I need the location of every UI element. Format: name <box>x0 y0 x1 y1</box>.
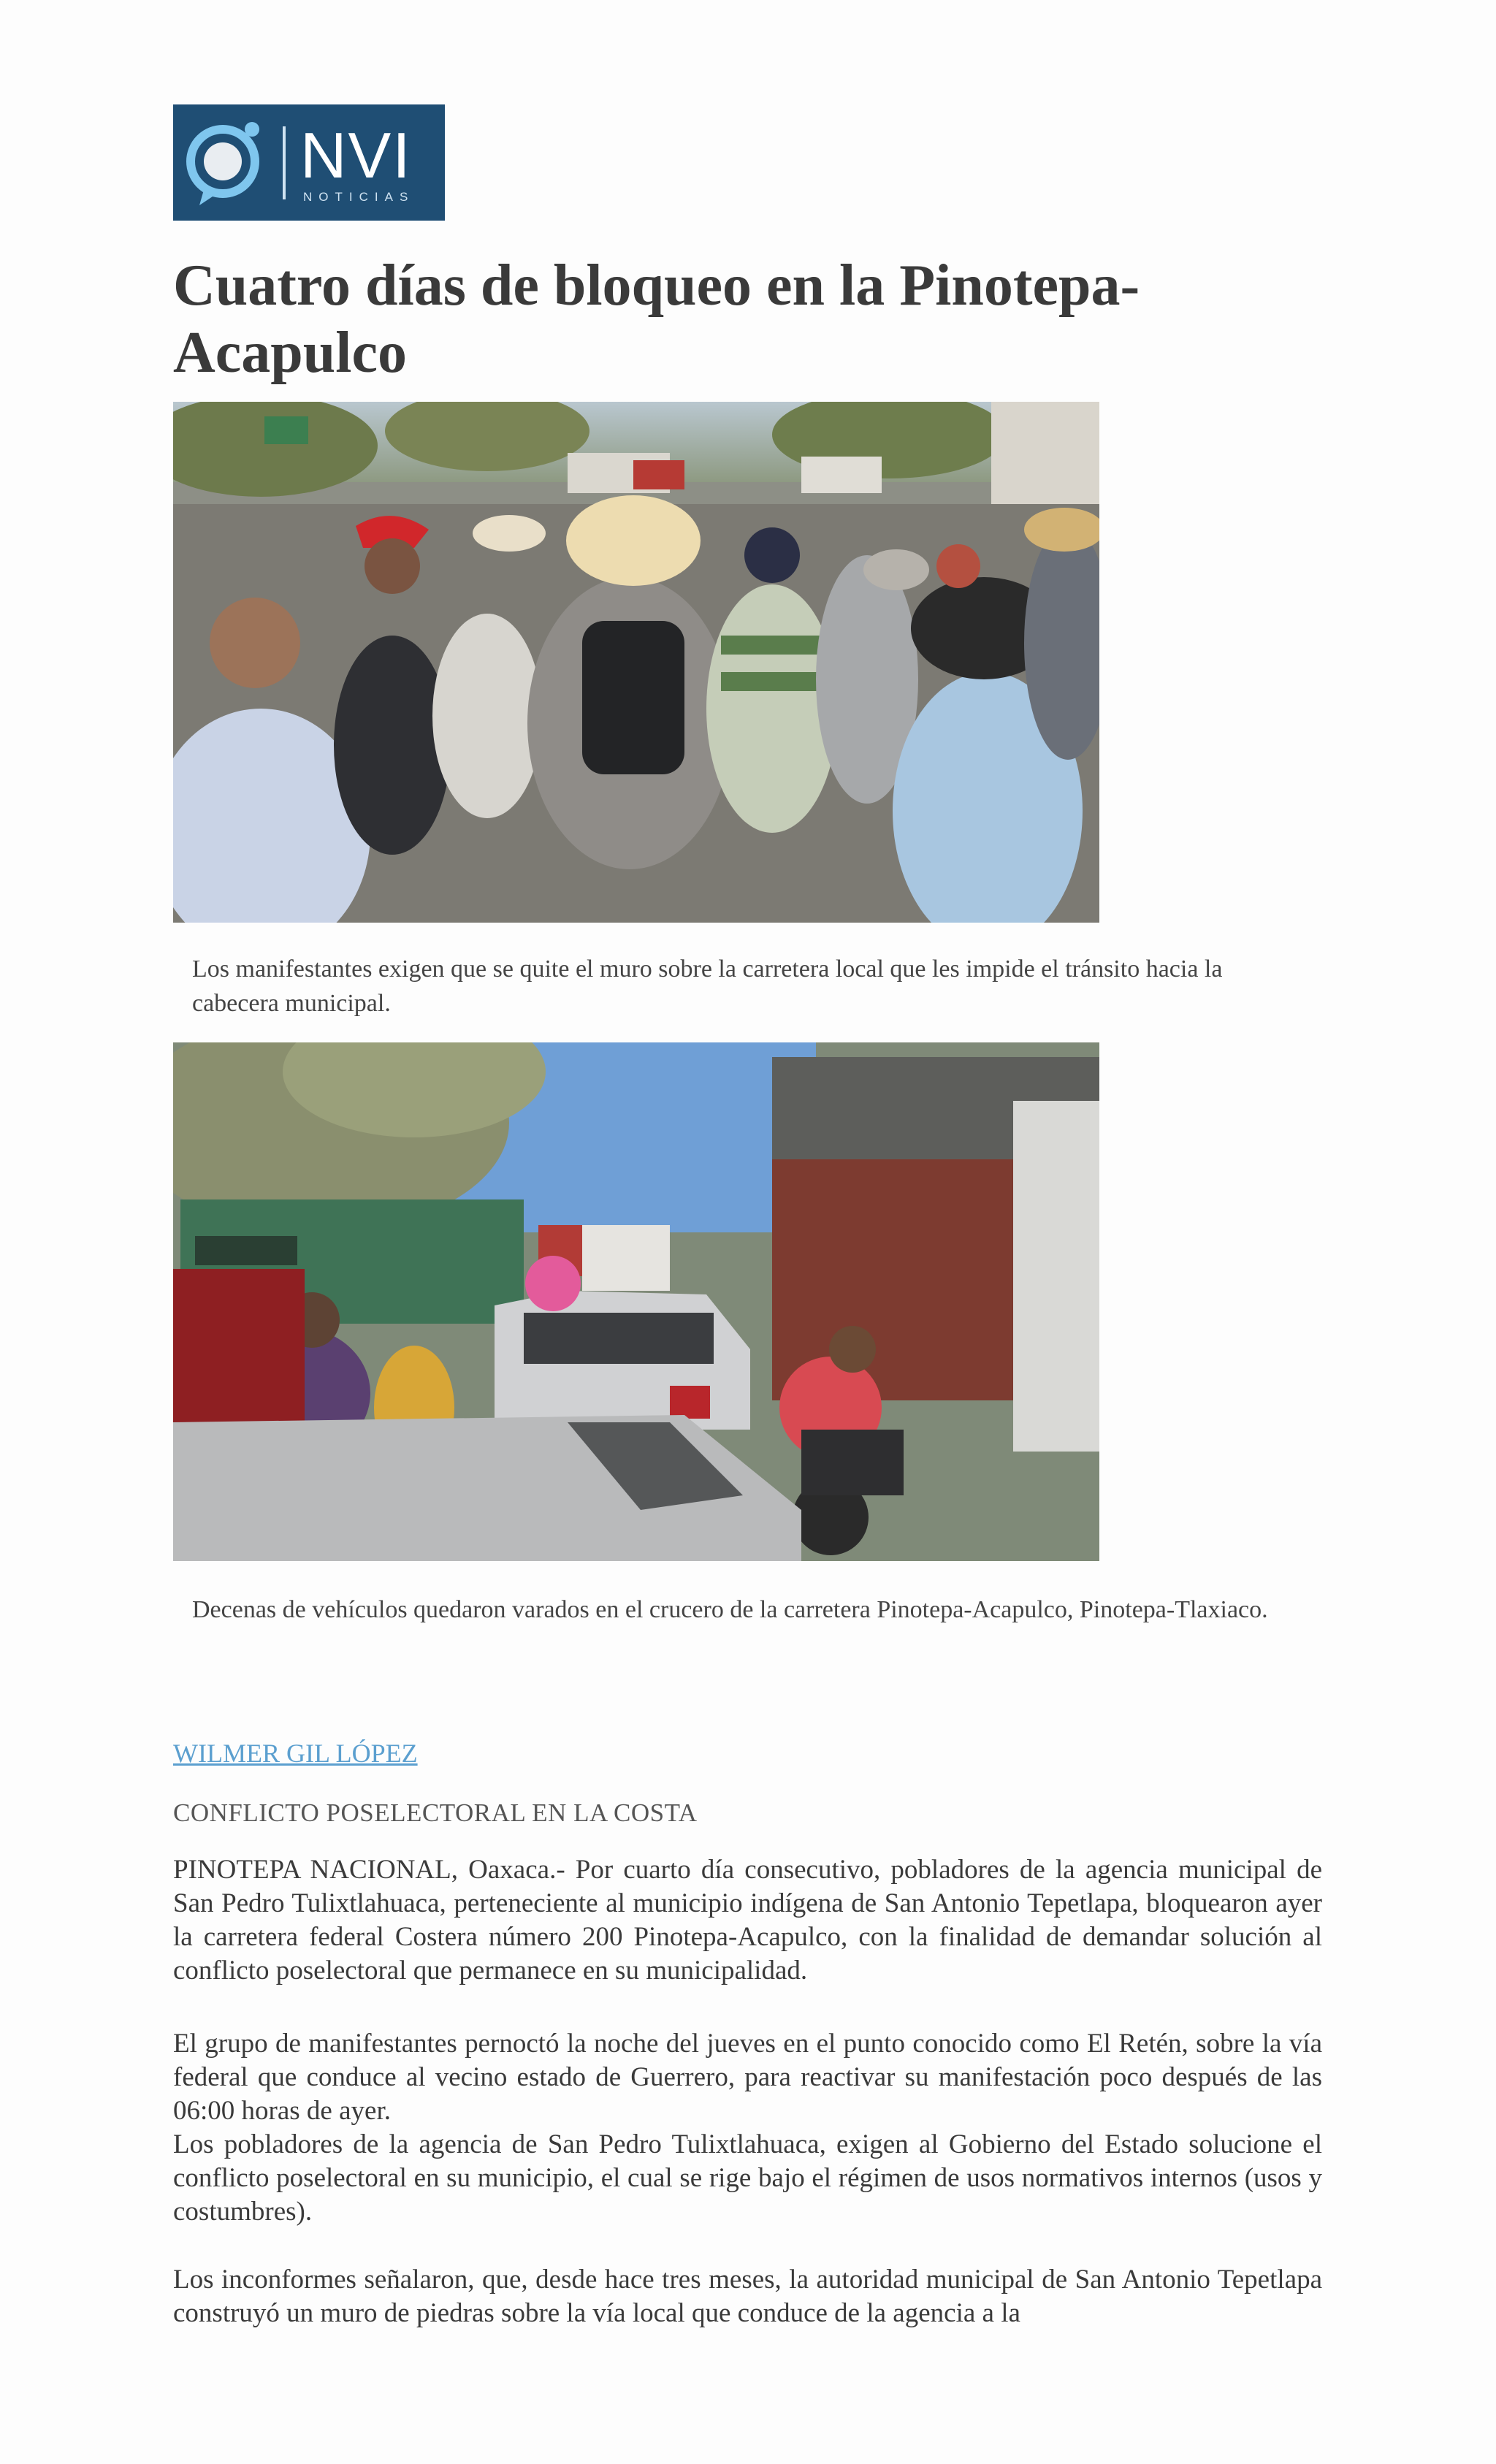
section-label: CONFLICTO POSELECTORAL EN LA COSTA <box>173 1799 698 1827</box>
article-headline: Cuatro días de bloqueo en la Pinotepa-Acapulco <box>173 253 1140 385</box>
stranded-vehicles-photo <box>173 1042 1099 1561</box>
logo-sub-text: NOTICIAS <box>303 190 415 204</box>
article-paragraph: PINOTEPA NACIONAL, Oaxaca.- Por cuarto día consecutivo, pobladores de la agencia municipal de San Pedro Tulixtlahuaca, perteneciente al municipio indígena de San Antonio Tepetlapa, bloquearon ayer la carretera federal Costera número 200 Pinotepa-Acapulco, con la finalidad de demandar solución al conflicto poselectoral que permanece en su municipalidad. <box>173 1855 1322 1986</box>
logo-brand-text: NVI <box>300 119 412 191</box>
article-paragraph: El grupo de manifestantes pernoctó la noche del jueves en el punto conocido como El Retén, sobre la vía federal que conduce al vecino estado de Guerrero, para reactivar su manifestación poco después de las 06:00 horas de ayer. <box>173 2029 1322 2126</box>
article-paragraph: Los inconformes señalaron, que, desde hace tres meses, la autoridad municipal de San Antonio Tepetlapa construyó un muro de piedras sobre la vía local que conduce de la agencia a la <box>173 2265 1322 2328</box>
photo-caption: Decenas de vehículos quedaron varados en el crucero de la carretera Pinotepa-Acapulco, Pinotepa-Tlaxiaco. <box>192 1596 1268 1623</box>
protesters-photo <box>173 402 1099 923</box>
nvi-logo[interactable] <box>173 104 445 221</box>
article-paragraph: Los pobladores de la agencia de San Pedro Tulixtlahuaca, exigen al Gobierno del Estado solucione el conflicto poselectoral en su municipio, el cual se rige bajo el régimen de usos normativos internos (usos y costumbres). <box>173 2129 1322 2227</box>
photo-caption: Los manifestantes exigen que se quite el muro sobre la carretera local que les impide el tránsito hacia la cabecera municipal. <box>192 956 1223 1017</box>
article-paragraph-group <box>173 2027 1322 2229</box>
author-link[interactable]: WILMER GIL LÓPEZ <box>173 1739 418 1768</box>
